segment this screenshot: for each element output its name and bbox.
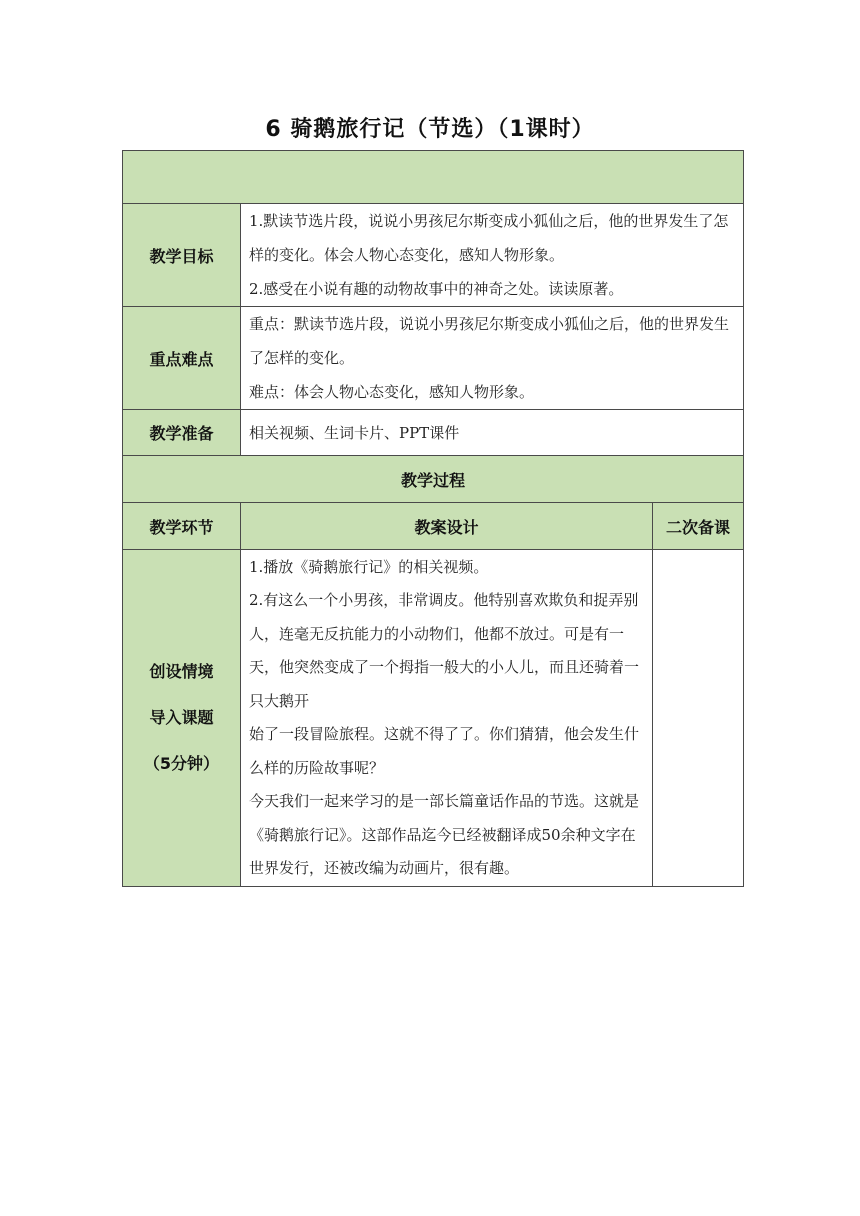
stage-label-line-2: 导入课题: [149, 708, 214, 727]
preparation-label: 教学准备: [123, 410, 241, 456]
objectives-row: [123, 204, 744, 307]
stage-design-content: [241, 550, 653, 887]
preparation-content: 相关视频、生词卡片、PPT课件: [241, 410, 744, 456]
stage-line-2: 2.有这么一个小男孩，非常调皮。他特别喜欢欺负和捉弄别人，连毫无反抗能力的小动物们，他都不放过。可是有一天，他突然变成了一个拇指一般大的小人儿，而且还骑着一只大鹅开: [249, 591, 640, 710]
column-design: 教案设计: [241, 503, 653, 550]
columns-header-row: [123, 503, 744, 550]
stage-row: [123, 550, 744, 887]
key-points-label: 重点难点: [123, 307, 241, 410]
preparation-row: [123, 410, 744, 456]
objectives-label: 教学目标: [123, 204, 241, 307]
objectives-content: [241, 204, 744, 307]
lesson-plan-table: [122, 150, 744, 887]
column-notes: 二次备课: [653, 503, 744, 550]
key-point-line-1: 重点：默读节选片段，说说小男孩尼尔斯变成小狐仙之后，他的世界发生了怎样的变化。: [249, 315, 730, 367]
key-point-line-2: 难点：体会人物心态变化，感知人物形象。: [249, 383, 535, 401]
stage-label-line-1: 创设情境: [149, 662, 214, 681]
stage-line-1: 1.播放《骑鹅旅行记》的相关视频。: [249, 557, 489, 576]
process-header-row: [123, 456, 744, 503]
stage-notes-cell: [653, 550, 744, 887]
column-stage: 教学环节: [123, 503, 241, 550]
objectives-line-1: 1.默读节选片段，说说小男孩尼尔斯变成小狐仙之后，他的世界发生了怎样的变化。体会人物心态变化，感知人物形象。: [249, 212, 729, 264]
stage-line-3: 始了一段冒险旅程。这就不得了了。你们猜猜，他会发生什么样的历险故事呢？: [249, 725, 640, 777]
stage-label: [123, 550, 241, 887]
page-title: 6 骑鹅旅行记（节选）（1课时）: [265, 117, 595, 142]
blank-header-row: [123, 151, 744, 204]
stage-label-line-3: （5分钟）: [143, 754, 220, 773]
key-points-content: [241, 307, 744, 410]
stage-line-4: 今天我们一起来学习的是一部长篇童话作品的节选。这就是《骑鹅旅行记》。这部作品迄今已经被翻译成50余种文字在世界发行，还被改编为动画片，很有趣。: [249, 792, 640, 877]
blank-header-cell: [123, 151, 744, 204]
objectives-line-2: 2.感受在小说有趣的动物故事中的神奇之处。读读原著。: [249, 280, 624, 298]
key-points-row: [123, 307, 744, 410]
process-header: 教学过程: [123, 456, 744, 503]
